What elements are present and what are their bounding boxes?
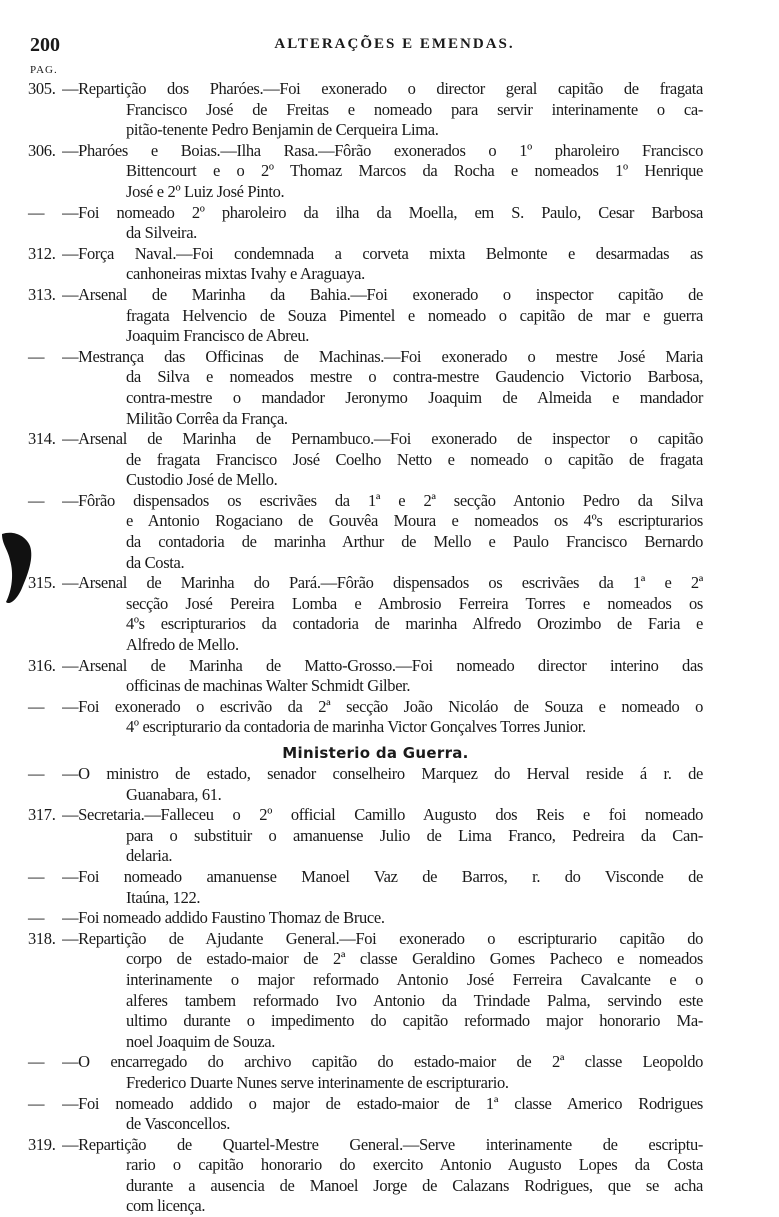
entry-first-line xyxy=(28,429,703,450)
entry-first-line xyxy=(28,491,703,512)
entry-first-line xyxy=(28,697,703,718)
entry-first-line xyxy=(28,573,703,594)
entry-continuation-line: para o substituir o amanuense Julio de Lima Franco, Pedreira da Can- xyxy=(126,825,703,845)
running-title: ALTERAÇÕES E EMENDAS. xyxy=(274,36,515,52)
entry-first-line xyxy=(28,285,703,306)
document-body xyxy=(28,79,703,1217)
entry-page-ref: — xyxy=(28,866,45,886)
entry-text: —Foi nomeado amanuense Manoel Vaz de Barros, r. do Visconde de xyxy=(62,866,703,886)
entry-page-ref: — xyxy=(28,764,45,783)
entry-page-ref: 317. xyxy=(28,805,56,825)
entry-first-line xyxy=(28,244,703,265)
entry-text: —Foi nomeado 2º pharoleiro da ilha da Moella, em S. Paulo, Cesar Barbosa xyxy=(62,202,703,222)
entry-first-line xyxy=(28,1135,703,1156)
entry-continuation-line: José e 2º Luiz José Pinto. xyxy=(126,181,285,201)
entry-text: —Arsenal de Marinha de Matto-Grosso.—Foi nomeado director interino das xyxy=(62,655,703,675)
entry-continuation-line: Guanabara, 61. xyxy=(126,784,222,804)
entry xyxy=(28,1135,703,1217)
entry-continuation-line: Joaquim Francisco de Abreu. xyxy=(126,326,310,346)
entry-page-ref: — xyxy=(28,202,45,222)
entry-text: —Mestrança das Officinas de Machinas.—Foi exonerado o mestre José Maria xyxy=(62,346,703,366)
entry xyxy=(28,347,703,429)
entry-page-ref: — xyxy=(28,1052,45,1072)
entry-first-line xyxy=(28,347,703,368)
entry-text: —Força Naval.—Foi condemnada a corveta mixta Belmonte e desarmadas as xyxy=(62,243,703,263)
entry-continuation-line: da Costa. xyxy=(126,552,185,572)
entry-continuation-line: canhoneiras mixtas Ivahy e Araguaya. xyxy=(126,264,365,284)
entry xyxy=(28,1052,703,1093)
entry-page-ref: 305. xyxy=(28,79,56,98)
entry-continuation-line: com licença. xyxy=(126,1196,206,1216)
entry-page-ref: 319. xyxy=(28,1134,56,1154)
entry-page-ref: 306. xyxy=(28,140,56,160)
entry-continuation-line: de fragata Francisco José Coelho Netto e nomeado o capitão de fragata xyxy=(126,449,703,469)
entry xyxy=(28,491,703,573)
entry-page-ref: 315. xyxy=(28,573,56,593)
entry-page-ref: — xyxy=(28,908,45,928)
entry xyxy=(28,929,703,1053)
entry-first-line xyxy=(28,141,703,162)
entry-page-ref: — xyxy=(28,346,45,366)
entry-first-line xyxy=(28,1094,703,1115)
entry-page-ref: — xyxy=(28,696,45,716)
entry-page-ref: — xyxy=(28,490,45,510)
entry xyxy=(28,908,703,929)
entry-continuation-line: fragata Helvencio de Souza Pimentel e nomeado o capitão de mar e guerra xyxy=(126,305,703,325)
entry-page-ref: 312. xyxy=(28,243,56,263)
entry-page-ref: 313. xyxy=(28,284,56,304)
pag-label: PAG. xyxy=(30,64,58,76)
entry-continuation-line: Alfredo de Mello. xyxy=(126,635,239,655)
entry-continuation-line: 4ºs escripturarios da contadoria de marinha Alfredo Orozimbo de Faria e xyxy=(126,614,703,634)
entry-continuation-line: rario o capitão honorario do exercito Antonio Augusto Lopes da Costa xyxy=(126,1155,703,1175)
entry-text: —Arsenal de Marinha do Pará.—Fôrão dispensados os escrivães da 1ª e 2ª xyxy=(62,573,703,593)
entry-continuation-line: pitão-tenente Pedro Benjamin de Cerqueira Lima. xyxy=(126,120,439,140)
entry-text: —Repartição de Ajudante General.—Foi exonerado o escripturario capitão do xyxy=(62,928,703,948)
entry-text: —Pharóes e Boias.—Ilha Rasa.—Fôrão exonerados o 1º pharoleiro Francisco xyxy=(62,140,703,160)
entry-continuation-line: Itaúna, 122. xyxy=(126,887,201,907)
entry-page-ref: 314. xyxy=(28,429,56,449)
entry-continuation-line: corpo de estado-maior de 2ª classe Geraldino Gomes Pacheco e nomeados xyxy=(126,949,703,969)
entry xyxy=(28,867,703,908)
entry-continuation-line: secção José Pereira Lomba e Ambrosio Ferreira Torres e nomeados os xyxy=(126,593,703,613)
section-heading: Ministerio da Guerra. xyxy=(282,744,469,762)
entry-first-line xyxy=(28,656,703,677)
entry-continuation-line: ultimo durante o impedimento do capitão reformado major honorario Ma- xyxy=(126,1011,703,1031)
entry xyxy=(28,203,703,244)
entry-text: —Foi exonerado o escrivão da 2ª secção João Nicoláo de Souza e nomeado o xyxy=(62,696,703,716)
entry xyxy=(28,573,703,655)
entry-continuation-line: contra-mestre o mandador Jeronymo Joaquim de Almeida e mandador xyxy=(126,387,703,407)
entry xyxy=(28,244,703,285)
entry-continuation-line: Bittencourt e o 2º Thomaz Marcos da Rocha e nomeados 1º Henrique xyxy=(126,161,703,181)
entry-continuation-line: officinas de machinas Walter Schmidt Gilber. xyxy=(126,676,411,696)
entry xyxy=(28,141,703,203)
entry-text: —O encarregado do archivo capitão do estado-maior de 2ª classe Leopoldo xyxy=(62,1052,703,1072)
entry-page-ref: 318. xyxy=(28,928,56,948)
entry xyxy=(28,656,703,697)
entry-text: —Foi nomeado addido Faustino Thomaz de Bruce. xyxy=(62,908,385,928)
entry xyxy=(28,285,703,347)
entry-continuation-line: Frederico Duarte Nunes serve interinamente de escripturario. xyxy=(126,1072,509,1092)
entry-page-ref: — xyxy=(28,1093,45,1113)
entry-first-line xyxy=(28,203,703,224)
entry-text: —Foi nomeado addido o major de estado-maior de 1ª classe Americo Rodrigues xyxy=(62,1093,703,1113)
entry-first-line xyxy=(28,1052,703,1073)
entry-continuation-line: Custodio José de Mello. xyxy=(126,470,278,490)
entry-continuation-line: da Silveira. xyxy=(126,223,197,243)
entry-text: —O ministro de estado, senador conselheiro Marquez do Herval reside á r. de xyxy=(62,764,703,783)
page-number: 200 xyxy=(30,34,60,56)
entry xyxy=(28,1094,703,1135)
entry-first-line xyxy=(28,908,703,929)
entry-continuation-line: Francisco José de Freitas e nomeado para servir interinamente o ca- xyxy=(126,99,703,119)
entry-continuation-line: noel Joaquim de Souza. xyxy=(126,1031,276,1051)
entry-page-ref: 316. xyxy=(28,655,56,675)
entry-continuation-line: Militão Corrêa da França. xyxy=(126,408,288,428)
entry-text: —Secretaria.—Falleceu o 2º official Camillo Augusto dos Reis e foi nomeado xyxy=(62,805,703,825)
entry-continuation-line: interinamente o major reformado Antonio José Ferreira Cavalcante e o xyxy=(126,969,703,989)
entry xyxy=(28,697,703,738)
entry-text: —Repartição de Quartel-Mestre General.—Serve interinamente de escriptu- xyxy=(62,1134,703,1154)
entry-first-line xyxy=(28,805,703,826)
entry-text: —Repartição dos Pharóes.—Foi exonerado o director geral capitão de fragata xyxy=(62,79,703,98)
entry-first-line xyxy=(28,79,703,100)
entry xyxy=(28,805,703,867)
entry-first-line xyxy=(28,929,703,950)
entry-text: —Arsenal de Marinha de Pernambuco.—Foi exonerado de inspector o capitão xyxy=(62,429,703,449)
entry-first-line xyxy=(28,867,703,888)
entry-first-line xyxy=(28,764,703,785)
entry-text: —Arsenal de Marinha da Bahia.—Foi exonerado o inspector capitão de xyxy=(62,284,703,304)
entry-continuation-line: alferes tambem reformado Ivo Antonio da Trindade Palma, servindo este xyxy=(126,990,703,1010)
entry-continuation-line: 4º escripturario da contadoria de marinha Victor Gonçalves Torres Junior. xyxy=(126,717,586,737)
entry-continuation-line: delaria. xyxy=(126,846,173,866)
entry-continuation-line: da Silva e nomeados mestre o contra-mestre Gaudencio Victorio Barbosa, xyxy=(126,367,703,387)
entry-continuation-line: e Antonio Rogaciano de Gouvêa Moura e nomeados os 4ºs escripturarios xyxy=(126,511,703,531)
entry-text: —Fôrão dispensados os escrivães da 1ª e 2ª secção Antonio Pedro da Silva xyxy=(62,490,703,510)
entry xyxy=(28,79,703,141)
entry xyxy=(28,429,703,491)
entry-continuation-line: durante a ausencia de Manoel Jorge de Calazans Rodrigues, que se acha xyxy=(126,1175,703,1195)
entry-continuation-line: da contadoria de marinha Arthur de Mello e Paulo Francisco Bernardo xyxy=(126,532,703,552)
entry xyxy=(28,764,703,805)
entry-continuation-line: de Vasconcellos. xyxy=(126,1114,231,1134)
